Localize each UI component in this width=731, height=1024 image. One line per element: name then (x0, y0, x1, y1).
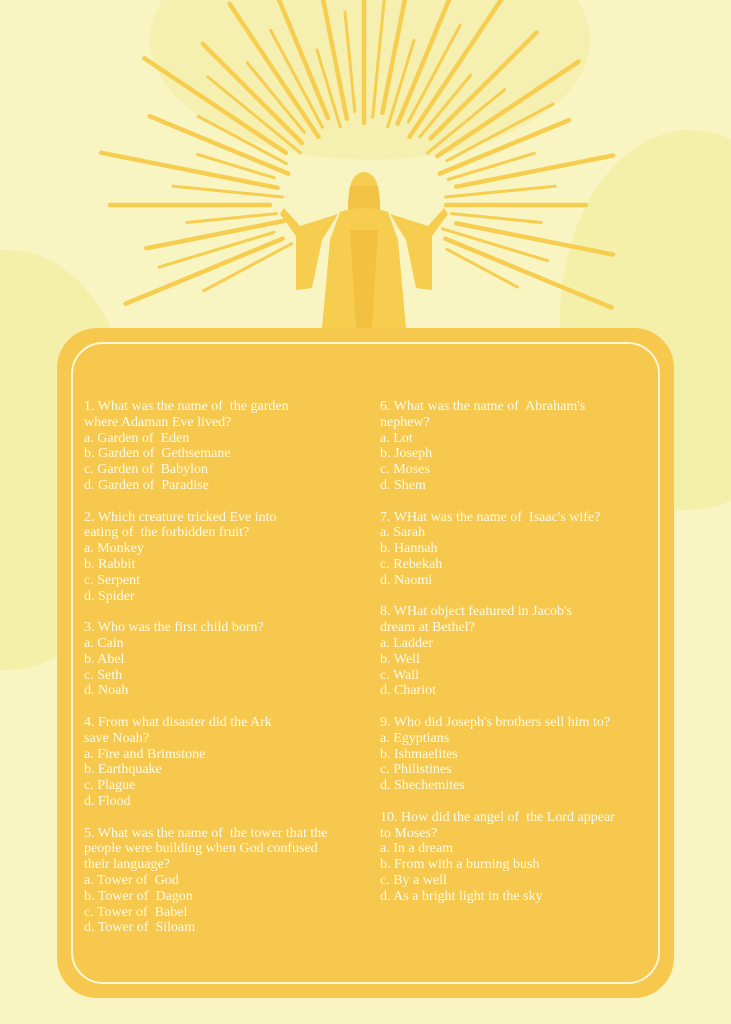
question-block (380, 810, 655, 905)
answer-option: d. Shem (380, 477, 426, 493)
answer-option: a. Fire and Brimstone (84, 746, 206, 762)
answer-option: c. By a well (380, 872, 447, 888)
answer-option: a. Monkey (84, 541, 144, 557)
answer-option: b. Rabbit (84, 556, 136, 572)
sun-ray (345, 12, 355, 112)
quiz-column-right (380, 399, 655, 920)
answer-option: b. Joseph (380, 446, 433, 462)
answer-option: b. Tower of Dagon (84, 888, 193, 904)
answer-option: b. Hannah (380, 541, 438, 557)
sun-ray (173, 186, 282, 197)
quiz-column-left (84, 399, 374, 952)
answer-option: c. Plague (84, 778, 136, 794)
answer-option: d. Garden of Paradise (84, 477, 209, 493)
sun-ray (187, 214, 277, 223)
answer-option: b. From with a burning bush (380, 857, 540, 873)
answer-option: d. Naomi (380, 572, 433, 588)
answer-option: c. Rebekah (380, 556, 443, 572)
sun-ray (373, 0, 385, 117)
answer-option: d. Chariot (380, 683, 436, 699)
sun-ray (446, 186, 555, 197)
answer-option: c. Philistines (380, 762, 452, 778)
answer-option: c. Serpent (84, 572, 140, 588)
question-text: 8. WHat object featured in Jacob's dream at Bethel? (380, 604, 572, 636)
question-block (84, 399, 374, 494)
sun-ray (452, 214, 542, 223)
question-block (84, 715, 374, 810)
answer-option: a. Sarah (380, 525, 426, 541)
question-block (380, 510, 655, 589)
answer-option: a. In a dream (380, 841, 454, 857)
question-block (84, 510, 374, 605)
answer-option: c. Tower of Babel (84, 904, 188, 920)
question-text: 7. WHat was the name of Isaac's wife? (380, 509, 601, 525)
answer-option: b. Well (380, 651, 420, 667)
answer-option: d. Noah (84, 683, 129, 699)
answer-option: c. Wall (380, 667, 420, 683)
question-text: 6. What was the name of Abraham's nephew? (380, 399, 586, 430)
question-text: 5. What was the name of the tower that the people were building when God confused their language? (84, 825, 328, 873)
question-block (84, 826, 374, 937)
question-text: 9. Who did Joseph's brothers sell him to? (380, 714, 611, 730)
answer-option: a. Cain (84, 635, 124, 651)
answer-option: a. Ladder (380, 635, 433, 651)
answer-option: a. Garden of Eden (84, 430, 190, 446)
jesus-with-radiant-halo-icon (0, 0, 731, 340)
answer-option: c. Moses (380, 462, 430, 478)
question-block (84, 620, 374, 699)
answer-option: b. Abel (84, 651, 125, 667)
question-text: 10. How did the angel of the Lord appear to Moses? (380, 809, 615, 841)
answer-option: b. Ishmaelites (380, 746, 458, 762)
question-text: 1. What was the name of the garden where Adaman Eve lived? (84, 399, 289, 430)
answer-option: d. Spider (84, 588, 135, 604)
answer-option: d. Shechemites (380, 778, 465, 794)
answer-option: d. As a bright light in the sky (380, 888, 543, 904)
answer-option: b. Earthquake (84, 762, 162, 778)
question-block (380, 604, 655, 699)
question-block (380, 399, 655, 494)
answer-option: a. Lot (380, 430, 413, 446)
answer-option: a. Egyptians (380, 730, 450, 746)
answer-option: b. Garden of Gethsemane (84, 446, 231, 462)
answer-option: d. Flood (84, 793, 131, 809)
figure (280, 172, 448, 328)
question-text: 2. Which creature tricked Eve into eating of the forbidden fruit? (84, 509, 277, 541)
answer-option: c. Garden of Babylon (84, 462, 209, 478)
question-text: 4. From what disaster did the Ark save Noah? (84, 714, 272, 746)
question-block (380, 715, 655, 794)
answer-option: c. Seth (84, 667, 123, 683)
answer-option: a. Tower of God (84, 872, 179, 888)
question-text: 3. Who was the first child born? (84, 620, 264, 636)
answer-option: d. Tower of Siloam (84, 920, 196, 936)
